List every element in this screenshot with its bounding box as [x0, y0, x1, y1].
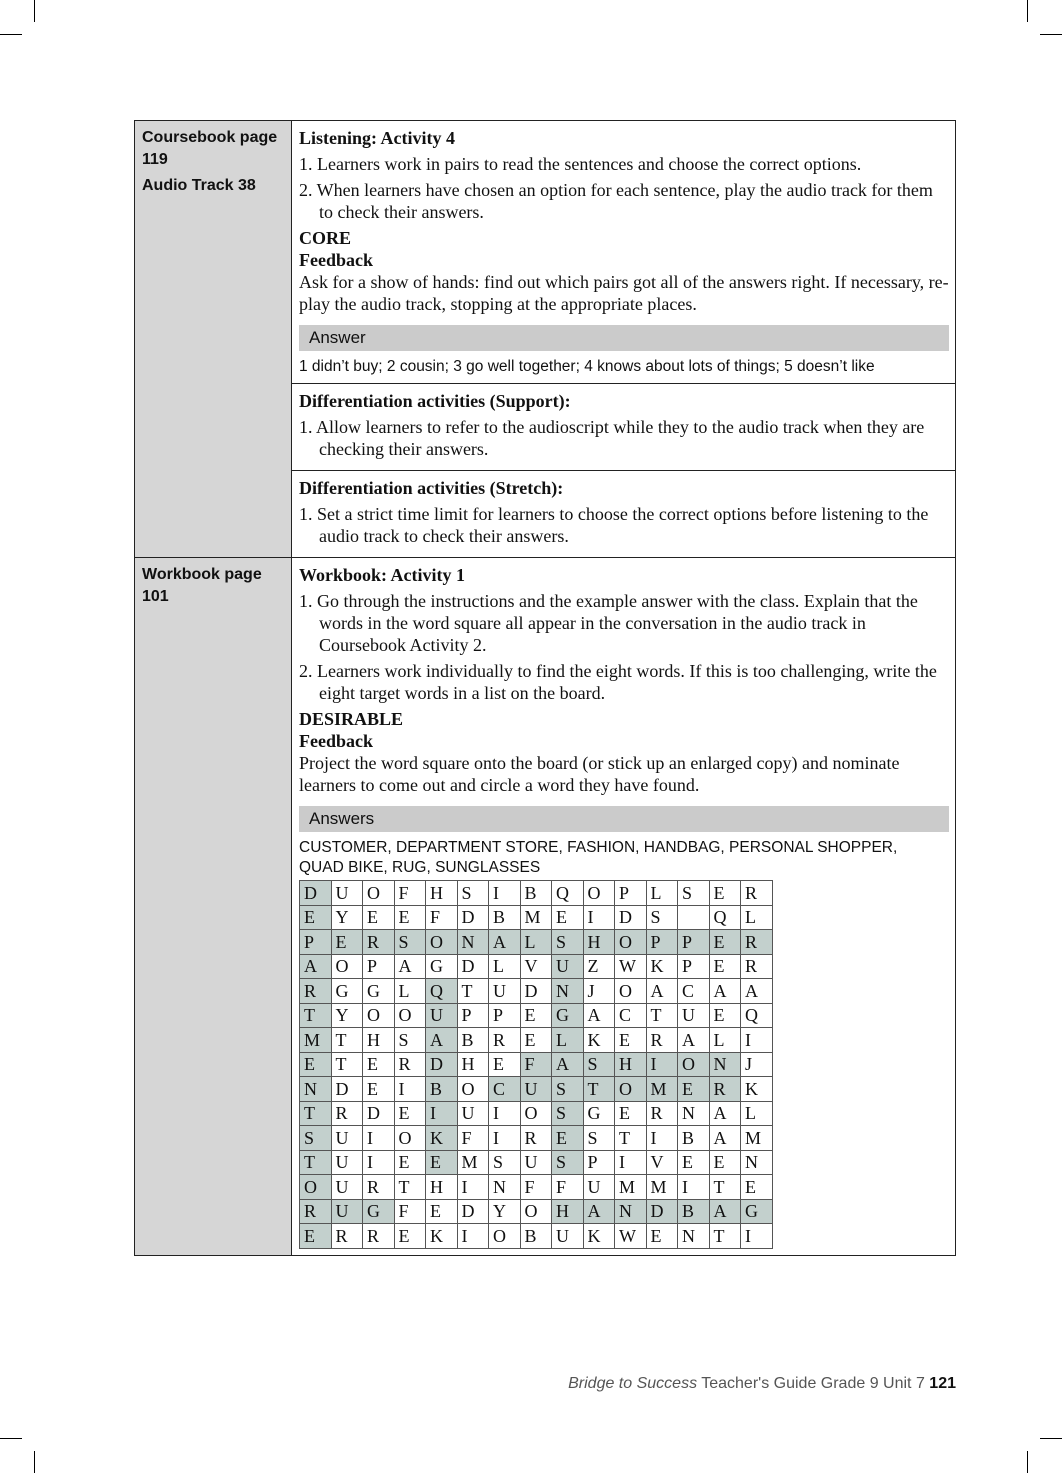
word-square-cell: P — [300, 930, 332, 955]
word-square-cell: R — [363, 1175, 395, 1200]
word-square-cell: S — [300, 1126, 332, 1151]
word-square-cell: H — [426, 1175, 458, 1200]
workbook-reference: Workbook page 101 — [142, 566, 262, 605]
word-square-cell: N — [615, 1199, 647, 1224]
instruction-item: 1. Learners work in pairs to read the sentences and choose the correct options. — [299, 154, 862, 174]
word-square-cell: T — [300, 1003, 332, 1028]
crop-mark — [0, 1438, 22, 1439]
word-square-cell: L — [552, 1028, 584, 1053]
word-square-cell: Q — [709, 905, 741, 930]
word-square-cell: S — [678, 881, 710, 906]
word-square-cell: U — [331, 1199, 363, 1224]
word-square-cell: D — [300, 881, 332, 906]
word-square-cell: A — [583, 1003, 615, 1028]
word-square-cell: N — [678, 1224, 710, 1249]
block-heading: Listening: Activity 4 — [299, 128, 455, 148]
word-square-cell: D — [520, 979, 552, 1004]
word-square-cell: T — [615, 1126, 647, 1151]
word-square-cell: G — [741, 1199, 773, 1224]
crop-mark — [34, 1451, 35, 1473]
word-square-cell: Y — [331, 1003, 363, 1028]
word-square-cell: E — [552, 1126, 584, 1151]
reference-cell — [135, 558, 292, 1255]
word-square-row — [300, 1126, 773, 1151]
answer-text: 1 didn’t buy; 2 cousin; 3 go well together; 4 knows about lots of things; 5 doesn’t like — [299, 358, 875, 375]
feedback-text: Ask for a show of hands: find out which pairs got all of the answers right. If necessary, re-play the audio track, stopping at the appropriate places. — [299, 272, 949, 314]
word-square-cell: U — [426, 1003, 458, 1028]
word-square-cell: E — [426, 1150, 458, 1175]
word-square-cell: U — [331, 1175, 363, 1200]
word-square-cell: G — [552, 1003, 584, 1028]
word-square-cell: O — [300, 1175, 332, 1200]
audio-track-reference: Audio Track 38 — [142, 177, 256, 194]
page-footer — [568, 1375, 956, 1393]
word-square-cell: R — [331, 1101, 363, 1126]
word-square-cell: O — [615, 1077, 647, 1102]
level-label: DESIRABLE — [299, 709, 404, 729]
word-square-cell: O — [457, 1077, 489, 1102]
word-square-row — [300, 1077, 773, 1102]
word-square-cell: U — [583, 1175, 615, 1200]
word-square-cell: S — [457, 881, 489, 906]
word-square-row — [300, 1224, 773, 1249]
word-square-cell: Y — [489, 1199, 521, 1224]
word-square-cell: E — [709, 1003, 741, 1028]
word-square-cell: S — [552, 1077, 584, 1102]
word-square-cell: T — [646, 1003, 678, 1028]
workbook-activity-block — [292, 558, 955, 1255]
word-square-cell: K — [583, 1028, 615, 1053]
word-square-cell: N — [489, 1175, 521, 1200]
word-square-cell: T — [300, 1101, 332, 1126]
stretch-block — [292, 471, 955, 557]
word-square-cell: N — [457, 930, 489, 955]
word-square-cell: B — [457, 1028, 489, 1053]
word-square-cell: S — [552, 1101, 584, 1126]
support-block — [292, 384, 955, 471]
word-square-cell: T — [300, 1150, 332, 1175]
word-square-cell: E — [363, 905, 395, 930]
word-square-cell: B — [520, 1224, 552, 1249]
word-square-cell: I — [646, 1052, 678, 1077]
word-square-cell: H — [583, 930, 615, 955]
word-square-cell: U — [331, 1150, 363, 1175]
word-square-cell: V — [520, 954, 552, 979]
word-square-cell: P — [646, 930, 678, 955]
word-square-cell: T — [331, 1028, 363, 1053]
word-square-cell: R — [741, 930, 773, 955]
word-square-cell: S — [646, 905, 678, 930]
word-square-cell: P — [457, 1003, 489, 1028]
word-square-cell — [678, 905, 710, 930]
word-square-cell: N — [552, 979, 584, 1004]
word-square-cell: E — [678, 1077, 710, 1102]
word-square-cell: O — [615, 930, 647, 955]
page-number: 121 — [929, 1375, 956, 1392]
word-square-cell: E — [678, 1150, 710, 1175]
word-square-cell: N — [741, 1150, 773, 1175]
feedback-label: Feedback — [299, 731, 373, 751]
answers-header: Answers — [299, 806, 949, 832]
word-square-cell: O — [363, 1003, 395, 1028]
word-square-row — [300, 930, 773, 955]
word-square-cell: A — [741, 979, 773, 1004]
word-square-cell: K — [426, 1224, 458, 1249]
word-square-cell: I — [489, 1101, 521, 1126]
word-square-cell: L — [520, 930, 552, 955]
word-square-cell: I — [489, 881, 521, 906]
word-square-cell: I — [615, 1150, 647, 1175]
word-square-cell: I — [583, 905, 615, 930]
word-square-cell: E — [520, 1028, 552, 1053]
word-square-cell: S — [394, 930, 426, 955]
word-square-cell: A — [678, 1028, 710, 1053]
word-square-cell: K — [741, 1077, 773, 1102]
word-square-cell: I — [646, 1126, 678, 1151]
block-heading: Workbook: Activity 1 — [299, 565, 466, 585]
word-square-row — [300, 1101, 773, 1126]
word-square-cell: I — [363, 1126, 395, 1151]
word-square-cell: R — [741, 954, 773, 979]
word-square-cell: U — [552, 1224, 584, 1249]
word-square-cell: E — [646, 1224, 678, 1249]
word-square-row — [300, 1150, 773, 1175]
word-square-cell: M — [520, 905, 552, 930]
word-square-row — [300, 1003, 773, 1028]
word-square-cell: E — [300, 1052, 332, 1077]
word-square-cell: G — [583, 1101, 615, 1126]
word-square-cell: V — [646, 1150, 678, 1175]
word-square-cell: L — [741, 1101, 773, 1126]
workbook-row — [135, 558, 955, 1255]
word-square-cell: I — [394, 1077, 426, 1102]
block-heading: Differentiation activities (Support): — [299, 391, 571, 411]
word-square-cell: P — [489, 1003, 521, 1028]
word-square-cell: K — [426, 1126, 458, 1151]
coursebook-reference: Coursebook page 119 — [142, 129, 278, 168]
word-square-cell: I — [741, 1028, 773, 1053]
word-square-cell: E — [552, 905, 584, 930]
word-square-cell: Q — [741, 1003, 773, 1028]
word-square-cell: E — [709, 930, 741, 955]
word-square-cell: T — [457, 979, 489, 1004]
answers-text: CUSTOMER, DEPARTMENT STORE, FASHION, HANDBAG, PERSONAL SHOPPER, QUAD BIKE, RUG, SUNGLASSES — [299, 839, 898, 876]
word-square-row — [300, 1028, 773, 1053]
word-square-cell: R — [520, 1126, 552, 1151]
crop-mark — [1040, 1438, 1062, 1439]
word-square-cell: S — [583, 1052, 615, 1077]
instruction-item: 2. When learners have chosen an option for each sentence, play the audio track for them to check their answers. — [299, 180, 933, 222]
word-square-cell: F — [520, 1175, 552, 1200]
word-square-cell: R — [331, 1224, 363, 1249]
crop-mark — [1027, 0, 1028, 22]
block-heading: Differentiation activities (Stretch): — [299, 478, 564, 498]
word-square-cell: F — [394, 1199, 426, 1224]
word-square-cell: U — [552, 954, 584, 979]
word-square-cell: M — [615, 1175, 647, 1200]
word-square-cell: U — [489, 979, 521, 1004]
word-square-cell: H — [457, 1052, 489, 1077]
word-square-row — [300, 905, 773, 930]
word-square-cell: O — [394, 1003, 426, 1028]
crop-mark — [34, 0, 35, 22]
word-square-cell: A — [552, 1052, 584, 1077]
word-square-cell: I — [457, 1224, 489, 1249]
word-square-cell: R — [709, 1077, 741, 1102]
word-square-cell: T — [709, 1175, 741, 1200]
word-square-cell: J — [741, 1052, 773, 1077]
word-square-cell: G — [363, 1199, 395, 1224]
word-square-cell: E — [709, 954, 741, 979]
word-square-cell: E — [615, 1028, 647, 1053]
word-square-cell: D — [457, 905, 489, 930]
word-square-cell: H — [363, 1028, 395, 1053]
word-square-cell: Q — [426, 979, 458, 1004]
word-square-cell: I — [489, 1126, 521, 1151]
word-square-cell: T — [394, 1175, 426, 1200]
word-square-cell: P — [678, 954, 710, 979]
feedback-text: Project the word square onto the board (or stick up an enlarged copy) and nominate learners to come out and circle a word they have found. — [299, 753, 900, 795]
word-square-cell: O — [520, 1101, 552, 1126]
word-square-cell: E — [615, 1101, 647, 1126]
word-square-cell: M — [646, 1175, 678, 1200]
word-square-cell: I — [741, 1224, 773, 1249]
word-square-cell: I — [426, 1101, 458, 1126]
word-square-cell: A — [489, 930, 521, 955]
word-square-cell: R — [363, 1224, 395, 1249]
word-square-cell: S — [583, 1126, 615, 1151]
word-square-cell: I — [363, 1150, 395, 1175]
word-square-cell: R — [394, 1052, 426, 1077]
word-square-cell: N — [678, 1101, 710, 1126]
word-square-cell: O — [615, 979, 647, 1004]
word-square-cell: B — [678, 1126, 710, 1151]
lesson-table — [134, 120, 956, 1256]
word-square-cell: R — [646, 1028, 678, 1053]
word-square-cell: S — [489, 1150, 521, 1175]
answer-header: Answer — [299, 325, 949, 351]
word-square-cell: D — [331, 1077, 363, 1102]
word-square-cell: L — [709, 1028, 741, 1053]
word-square-cell: O — [394, 1126, 426, 1151]
word-square-cell: S — [552, 1150, 584, 1175]
word-square-cell: F — [394, 881, 426, 906]
word-square-cell: F — [552, 1175, 584, 1200]
word-square-cell: O — [583, 881, 615, 906]
word-square-cell: K — [583, 1224, 615, 1249]
word-square-cell: L — [489, 954, 521, 979]
word-square-cell: D — [615, 905, 647, 930]
word-square-cell: E — [741, 1175, 773, 1200]
word-square-cell: B — [520, 881, 552, 906]
word-square-cell: O — [363, 881, 395, 906]
word-square-cell: S — [552, 930, 584, 955]
word-square-cell: B — [678, 1199, 710, 1224]
word-square-cell: P — [363, 954, 395, 979]
word-square-cell: S — [394, 1028, 426, 1053]
word-square-cell: K — [646, 954, 678, 979]
word-square-cell: G — [363, 979, 395, 1004]
word-square-cell: O — [520, 1199, 552, 1224]
word-square-cell: R — [646, 1101, 678, 1126]
word-square-cell: G — [331, 979, 363, 1004]
instruction-item: 1. Go through the instructions and the example answer with the class. Explain that the words in the word square all appear in the conversation in the audio track in Coursebook Activity 2. — [299, 591, 918, 655]
word-square-cell: R — [489, 1028, 521, 1053]
instruction-item: 2. Learners work individually to find the eight words. If this is too challenging, write the eight target words in a list on the board. — [299, 661, 937, 703]
word-square-cell: A — [300, 954, 332, 979]
guide-title: Teacher's Guide Grade 9 Unit 7 — [701, 1375, 925, 1392]
word-square-cell: U — [520, 1150, 552, 1175]
word-square-row — [300, 954, 773, 979]
word-square-cell: E — [363, 1077, 395, 1102]
word-square-cell: O — [678, 1052, 710, 1077]
word-square-row — [300, 881, 773, 906]
word-square-cell: D — [426, 1052, 458, 1077]
word-square-cell: W — [615, 954, 647, 979]
word-square-cell: P — [583, 1150, 615, 1175]
crop-mark — [1040, 34, 1062, 35]
word-square-cell: A — [709, 1126, 741, 1151]
word-square-cell: Q — [552, 881, 584, 906]
word-square-cell: R — [300, 1199, 332, 1224]
word-square-row — [300, 1199, 773, 1224]
word-square-cell: D — [363, 1101, 395, 1126]
word-square — [299, 880, 773, 1249]
word-square-cell: I — [457, 1175, 489, 1200]
word-square-cell: O — [426, 930, 458, 955]
word-square-row — [300, 979, 773, 1004]
word-square-cell: W — [615, 1224, 647, 1249]
word-square-cell: I — [678, 1175, 710, 1200]
crop-mark — [1027, 1451, 1028, 1473]
word-square-cell: J — [583, 979, 615, 1004]
word-square-cell: L — [741, 905, 773, 930]
word-square-cell: T — [709, 1224, 741, 1249]
word-square-cell: M — [457, 1150, 489, 1175]
word-square-cell: P — [678, 930, 710, 955]
word-square-cell: T — [583, 1077, 615, 1102]
word-square-cell: U — [331, 1126, 363, 1151]
feedback-label: Feedback — [299, 250, 373, 270]
reference-cell — [135, 121, 292, 557]
word-square-cell: F — [426, 905, 458, 930]
word-square-cell: H — [615, 1052, 647, 1077]
word-square-cell: B — [489, 905, 521, 930]
word-square-cell: N — [709, 1052, 741, 1077]
word-square-cell: H — [552, 1199, 584, 1224]
word-square-cell: Y — [331, 905, 363, 930]
word-square-cell: M — [741, 1126, 773, 1151]
word-square-cell: O — [331, 954, 363, 979]
word-square-cell: E — [489, 1052, 521, 1077]
word-square-cell: F — [457, 1126, 489, 1151]
listening-activity-block — [292, 121, 955, 384]
coursebook-row — [135, 121, 955, 558]
word-square-cell: D — [646, 1199, 678, 1224]
word-square-cell: E — [394, 1150, 426, 1175]
word-square-cell: U — [678, 1003, 710, 1028]
word-square-cell: A — [709, 1101, 741, 1126]
word-square-cell: O — [489, 1224, 521, 1249]
series-title: Bridge to Success — [568, 1375, 698, 1392]
word-square-cell: A — [583, 1199, 615, 1224]
word-square-cell: E — [331, 930, 363, 955]
word-square-cell: E — [394, 905, 426, 930]
word-square-cell: T — [331, 1052, 363, 1077]
word-square-cell: E — [709, 1150, 741, 1175]
word-square-cell: Z — [583, 954, 615, 979]
word-square-cell: F — [520, 1052, 552, 1077]
word-square-cell: A — [709, 1199, 741, 1224]
instruction-item: 1. Set a strict time limit for learners to choose the correct options before listening to the audio track to check their answers. — [299, 504, 929, 546]
word-square-cell: E — [300, 1224, 332, 1249]
word-square-cell: A — [394, 954, 426, 979]
word-square-cell: A — [646, 979, 678, 1004]
word-square-cell: G — [426, 954, 458, 979]
word-square-cell: M — [300, 1028, 332, 1053]
word-square-cell: E — [394, 1224, 426, 1249]
word-square-cell: U — [457, 1101, 489, 1126]
word-square-cell: U — [331, 881, 363, 906]
word-square-cell: R — [300, 979, 332, 1004]
word-square-row — [300, 1052, 773, 1077]
word-square-row — [300, 1175, 773, 1200]
word-square-cell: C — [489, 1077, 521, 1102]
word-square-cell: L — [646, 881, 678, 906]
word-square-cell: E — [300, 905, 332, 930]
word-square-cell: A — [709, 979, 741, 1004]
word-square-cell: E — [394, 1101, 426, 1126]
word-square-cell: N — [300, 1077, 332, 1102]
word-square-cell: C — [678, 979, 710, 1004]
word-square-cell: E — [709, 881, 741, 906]
instruction-item: 1. Allow learners to refer to the audioscript while they to the audio track when they are checking their answers. — [299, 417, 925, 459]
word-square-cell: P — [615, 881, 647, 906]
level-label: CORE — [299, 228, 352, 248]
word-square-cell: E — [426, 1199, 458, 1224]
word-square-cell: U — [520, 1077, 552, 1102]
word-square-cell: R — [741, 881, 773, 906]
word-square-cell: E — [520, 1003, 552, 1028]
word-square-cell: A — [426, 1028, 458, 1053]
word-square-cell: D — [457, 1199, 489, 1224]
word-square-cell: B — [426, 1077, 458, 1102]
word-square-cell: C — [615, 1003, 647, 1028]
word-square-cell: E — [363, 1052, 395, 1077]
word-square-cell: L — [394, 979, 426, 1004]
crop-mark — [0, 34, 22, 35]
word-square-cell: M — [646, 1077, 678, 1102]
word-square-cell: H — [426, 881, 458, 906]
word-square-cell: R — [363, 930, 395, 955]
word-square-cell: D — [457, 954, 489, 979]
